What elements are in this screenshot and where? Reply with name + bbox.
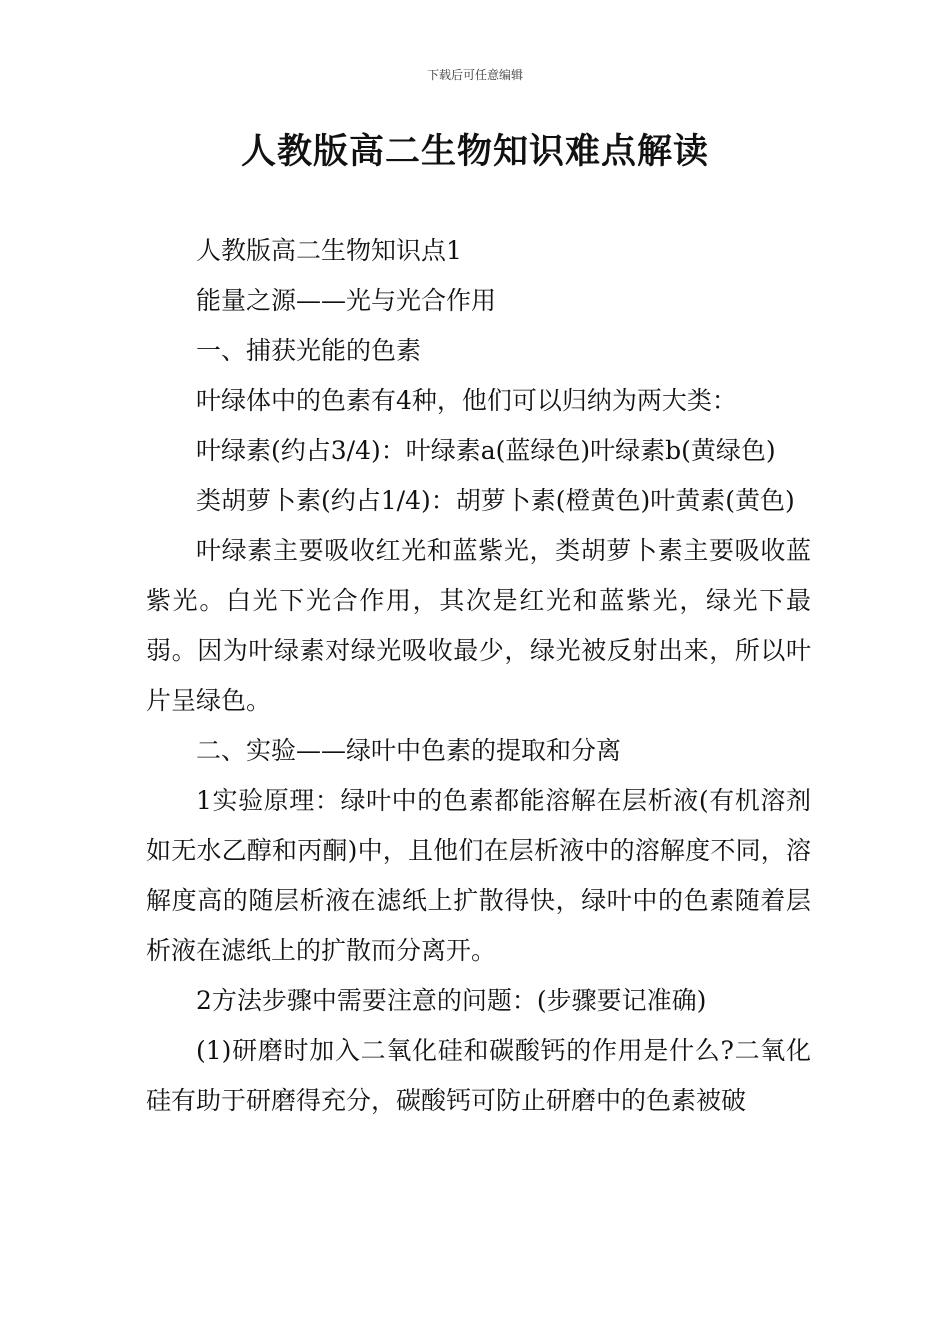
section-heading: 人教版高二生物知识点1: [196, 236, 462, 265]
paragraph: 叶绿素主要吸收红光和蓝紫光，类胡萝卜素主要吸收蓝紫光。白光下光合作用，其次是红光和蓝紫光，绿光下最弱。因为叶绿素对绿光吸收最少，绿光被反射出来，所以叶片呈绿色。: [146, 536, 811, 715]
paragraph: (1)研磨时加入二氧化硅和碳酸钙的作用是什么?二氧化硅有助于研磨得充分，碳酸钙可防止研磨中的色素被破: [146, 1036, 811, 1115]
subsection-heading: 一、捕获光能的色素: [196, 336, 422, 365]
header-note: 下载后可任意编辑: [426, 68, 523, 82]
paragraph: 类胡萝卜素(约占1/4)：胡萝卜素(橙黄色)叶黄素(黄色): [196, 486, 795, 515]
paragraph: 叶绿素(约占3/4)：叶绿素a(蓝绿色)叶绿素b(黄绿色): [196, 436, 776, 465]
chapter-heading: 能量之源——光与光合作用: [196, 286, 497, 315]
paragraph: 1实验原理：绿叶中的色素都能溶解在层析液(有机溶剂如无水乙醇和丙酮)中，且他们在层析液中的溶解度不同，溶解度高的随层析液在滤纸上扩散得快，绿叶中的色素随着层析液在滤纸上的扩散而分离开。: [146, 786, 811, 965]
document-body: [146, 226, 811, 1126]
document-title: 人教版高二生物知识难点解读: [240, 132, 709, 172]
subsection-heading: 二、实验——绿叶中色素的提取和分离: [196, 736, 622, 765]
paragraph: 叶绿体中的色素有4种，他们可以归纳为两大类：: [196, 386, 737, 415]
paragraph: 2方法步骤中需要注意的问题：(步骤要记准确): [196, 986, 707, 1015]
